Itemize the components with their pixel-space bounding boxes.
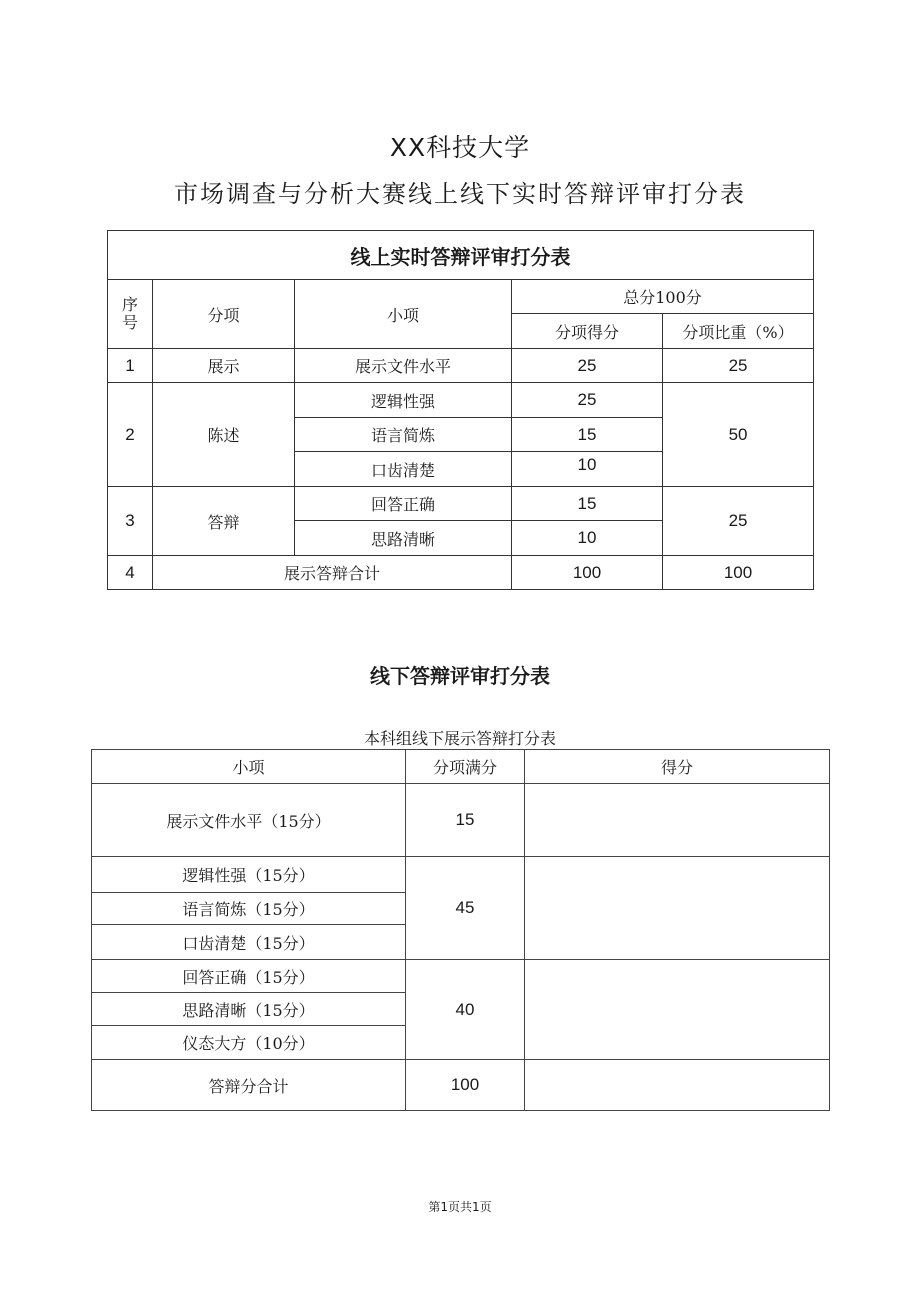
col-header-full: 分项满分 xyxy=(406,750,525,784)
offline-section-title: 线下答辩评审打分表 xyxy=(370,664,550,688)
row-score: 15 xyxy=(512,487,663,521)
score-input-cell[interactable] xyxy=(525,960,830,1060)
col-header-no-text: 序号 xyxy=(121,295,138,332)
row-category: 展示 xyxy=(153,349,295,383)
table-row xyxy=(92,784,830,857)
row-score: 10 xyxy=(512,452,663,487)
row-no: 3 xyxy=(108,487,153,556)
table-row xyxy=(108,487,814,521)
col-header-score: 分项得分 xyxy=(512,314,663,349)
offline-table-caption: 本科组线下展示答辩打分表 xyxy=(363,729,556,748)
row-total-score: 100 xyxy=(512,556,663,590)
score-input-cell[interactable] xyxy=(525,784,830,857)
document-subtitle: 市场调查与分析大赛线上线下实时答辩评审打分表 xyxy=(174,180,746,208)
row-item: 回答正确 xyxy=(295,487,512,521)
row-score: 10 xyxy=(512,521,663,556)
score-input-cell[interactable] xyxy=(525,857,830,960)
row-item: 逻辑性强 xyxy=(295,383,512,418)
col-header-item: 小项 xyxy=(92,750,406,784)
row-total-full: 100 xyxy=(406,1060,525,1111)
score-input-cell[interactable] xyxy=(525,1060,830,1111)
row-score: 15 xyxy=(512,418,663,452)
online-table-title: 线上实时答辩评审打分表 xyxy=(108,231,814,280)
row-item: 展示文件水平（15分） xyxy=(92,784,406,857)
table-row xyxy=(108,349,814,383)
table-row xyxy=(92,857,830,893)
row-score: 25 xyxy=(512,383,663,418)
col-header-total: 总分100分 xyxy=(512,280,814,314)
row-item: 回答正确（15分） xyxy=(92,960,406,993)
row-item: 语言简炼（15分） xyxy=(92,893,406,925)
row-item: 思路清晰（15分） xyxy=(92,993,406,1026)
table-row xyxy=(108,383,814,418)
row-item: 思路清晰 xyxy=(295,521,512,556)
row-category: 陈述 xyxy=(153,383,295,487)
col-header-item: 小项 xyxy=(295,280,512,349)
row-no: 4 xyxy=(108,556,153,590)
row-score: 25 xyxy=(512,349,663,383)
row-total-label: 展示答辩合计 xyxy=(153,556,512,590)
row-item: 语言简炼 xyxy=(295,418,512,452)
row-total-label: 答辩分合计 xyxy=(92,1060,406,1111)
row-category: 答辩 xyxy=(153,487,295,556)
row-full-score: 15 xyxy=(406,784,525,857)
row-no: 1 xyxy=(108,349,153,383)
row-no: 2 xyxy=(108,383,153,487)
table-row-total xyxy=(108,556,814,590)
offline-scoring-table xyxy=(91,749,830,1111)
row-item: 口齿清楚（15分） xyxy=(92,925,406,960)
row-item: 展示文件水平 xyxy=(295,349,512,383)
table-row-total xyxy=(92,1060,830,1111)
page-footer: 第1页共1页 xyxy=(428,1200,492,1214)
online-scoring-table xyxy=(107,230,814,590)
table-row xyxy=(92,960,830,993)
row-full-score: 45 xyxy=(406,857,525,960)
col-header-category: 分项 xyxy=(153,280,295,349)
col-header-weight: 分项比重（%） xyxy=(663,314,814,349)
row-item: 逻辑性强（15分） xyxy=(92,857,406,893)
row-item: 口齿清楚 xyxy=(295,452,512,487)
row-item: 仪态大方（10分） xyxy=(92,1026,406,1060)
col-header-no xyxy=(108,280,153,349)
document-title: XX科技大学 xyxy=(389,133,531,162)
row-full-score: 40 xyxy=(406,960,525,1060)
row-weight: 50 xyxy=(663,383,814,487)
col-header-score: 得分 xyxy=(525,750,830,784)
row-weight: 25 xyxy=(663,487,814,556)
row-weight: 25 xyxy=(663,349,814,383)
row-total-weight: 100 xyxy=(663,556,814,590)
